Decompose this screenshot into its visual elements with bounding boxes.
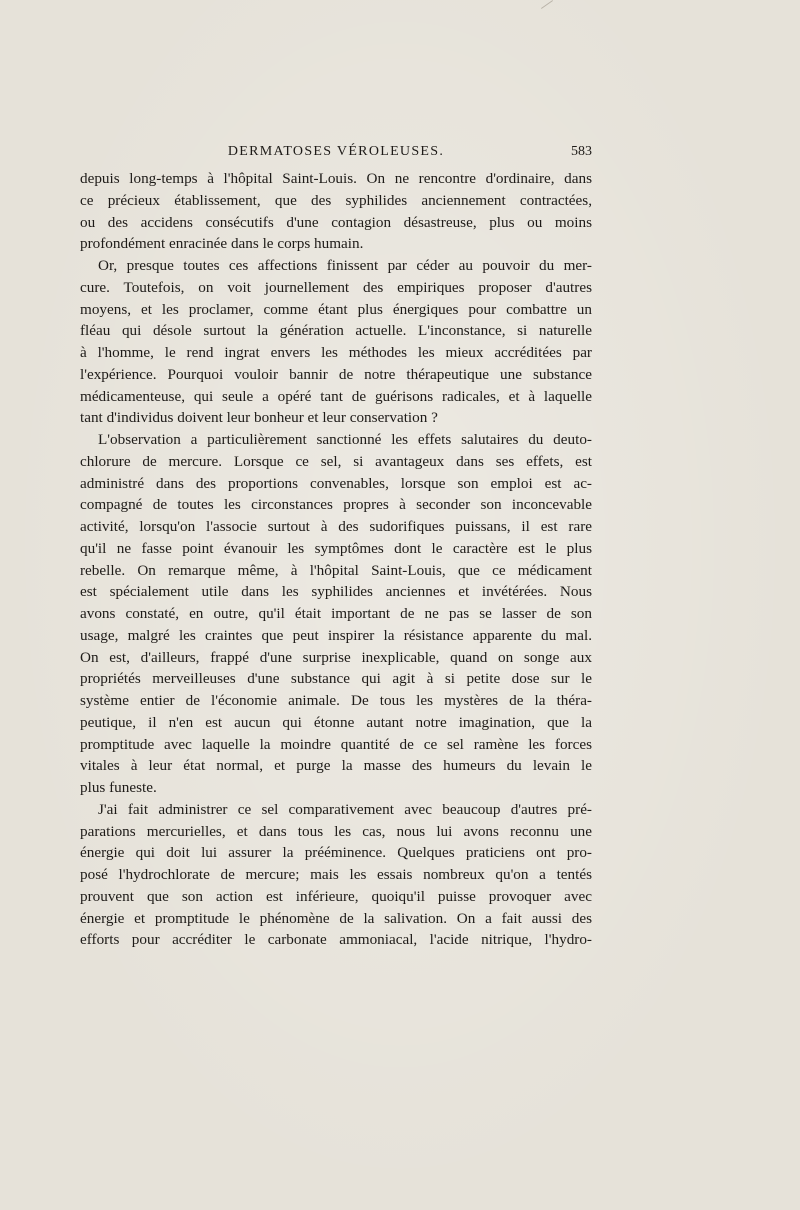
text-line: fléau qui désole surtout la génération actuelle. L'inconstance, si naturelle [80,322,592,340]
text-line: profondément enracinée dans le corps humain. [80,235,364,253]
text-line: peutique, il n'en est aucun qui étonne autant notre imagination, que la [80,713,592,731]
text-line: posé l'hydrochlorate de mercure; mais les essais nombreux qu'on a tentés [80,866,592,883]
body-text [80,168,592,951]
text-line: Or, presque toutes ces affections finissent par céder au pouvoir du mer- [98,257,592,274]
text-line: J'ai fait administrer ce sel comparativement avec beaucoup d'autres pré- [98,800,592,818]
text-line: vitales à leur état normal, et purge la masse des humeurs du levain le [80,757,592,775]
text-line: médicamenteuse, qui seule a opéré tant de guérisons radicales, et à laquelle [80,387,592,405]
text-line: énergie qui doit lui assurer la prééminence. Quelques praticiens ont pro- [80,844,592,862]
text-line: est spécialement utile dans les syphilides anciennes et invétérées. Nous [80,583,592,601]
text-line: compagné de toutes les circonstances propres à seconder son inconcevable [80,496,592,514]
text-line: propriétés merveilleuses d'une substance qui agit à si petite dose sur le [80,670,592,688]
text-line: ou des accidens consécutifs d'une contagion désastreuse, plus ou moins [80,213,592,231]
text-line: chlorure de mercure. Lorsque ce sel, si avantageux dans ses effets, est [80,452,592,470]
text-line: système entier de l'économie animale. De tous les mystères de la théra- [80,692,592,709]
text-line: parations mercurielles, et dans tous les cas, nous lui avons reconnu une [80,822,592,840]
text-line: usage, malgré les craintes que peut inspirer la résistance apparente du mal. [80,626,592,644]
text-line: On est, d'ailleurs, frappé d'une surprise inexplicable, quand on songe aux [80,648,592,666]
text-line: moyens, et les proclamer, comme étant plus énergiques pour combattre un [80,300,592,318]
text-line: qu'il ne fasse point évanouir les symptômes dont le caractère est le plus [80,539,592,557]
page-header [80,141,592,163]
text-line: administré dans des proportions convenables, lorsque son emploi est ac- [80,474,592,492]
text-line: efforts pour accréditer le carbonate ammoniacal, l'acide nitrique, l'hydro- [80,931,592,949]
text-line: cure. Toutefois, on voit journellement des empiriques proposer d'autres [80,278,592,296]
text-line: L'observation a particulièrement sanctionné les effets salutaires du deuto- [98,431,592,448]
text-line: à l'homme, le rend ingrat envers les méthodes les mieux accréditées par [80,344,592,361]
page-number: 583 [571,144,592,159]
paragraph [80,255,592,429]
text-line: plus funeste. [80,779,157,796]
text-line: rebelle. On remarque même, à l'hôpital Saint-Louis, que ce médicament [80,561,592,579]
page-corner-mark [541,0,553,9]
text-line: l'expérience. Pourquoi vouloir bannir de notre thérapeutique une substance [80,365,592,383]
text-line: tant d'individus doivent leur bonheur et leur conservation ? [80,409,438,427]
paragraph [80,168,592,255]
text-line: promptitude avec laquelle la moindre quantité de ce sel ramène les forces [80,735,592,753]
paragraph [80,429,592,799]
text-line: énergie et promptitude le phénomène de la salivation. On a fait aussi des [80,909,592,927]
text-line: activité, lorsqu'on l'associe surtout à des sudorifiques puissans, il est rare [80,518,592,535]
text-line: depuis long-temps à l'hôpital Saint-Louis. On ne rencontre d'ordinaire, dans [80,170,592,187]
text-line: ce précieux établissement, que des syphilides anciennement contractées, [80,191,592,209]
running-title: DERMATOSES VÉROLEUSES. [227,144,445,159]
text-line: prouvent que son action est inférieure, quoiqu'il puisse provoquer avec [80,887,592,905]
paragraph [80,799,592,951]
text-line: avons constaté, en outre, qu'il était important de ne pas se lasser de son [80,605,592,622]
